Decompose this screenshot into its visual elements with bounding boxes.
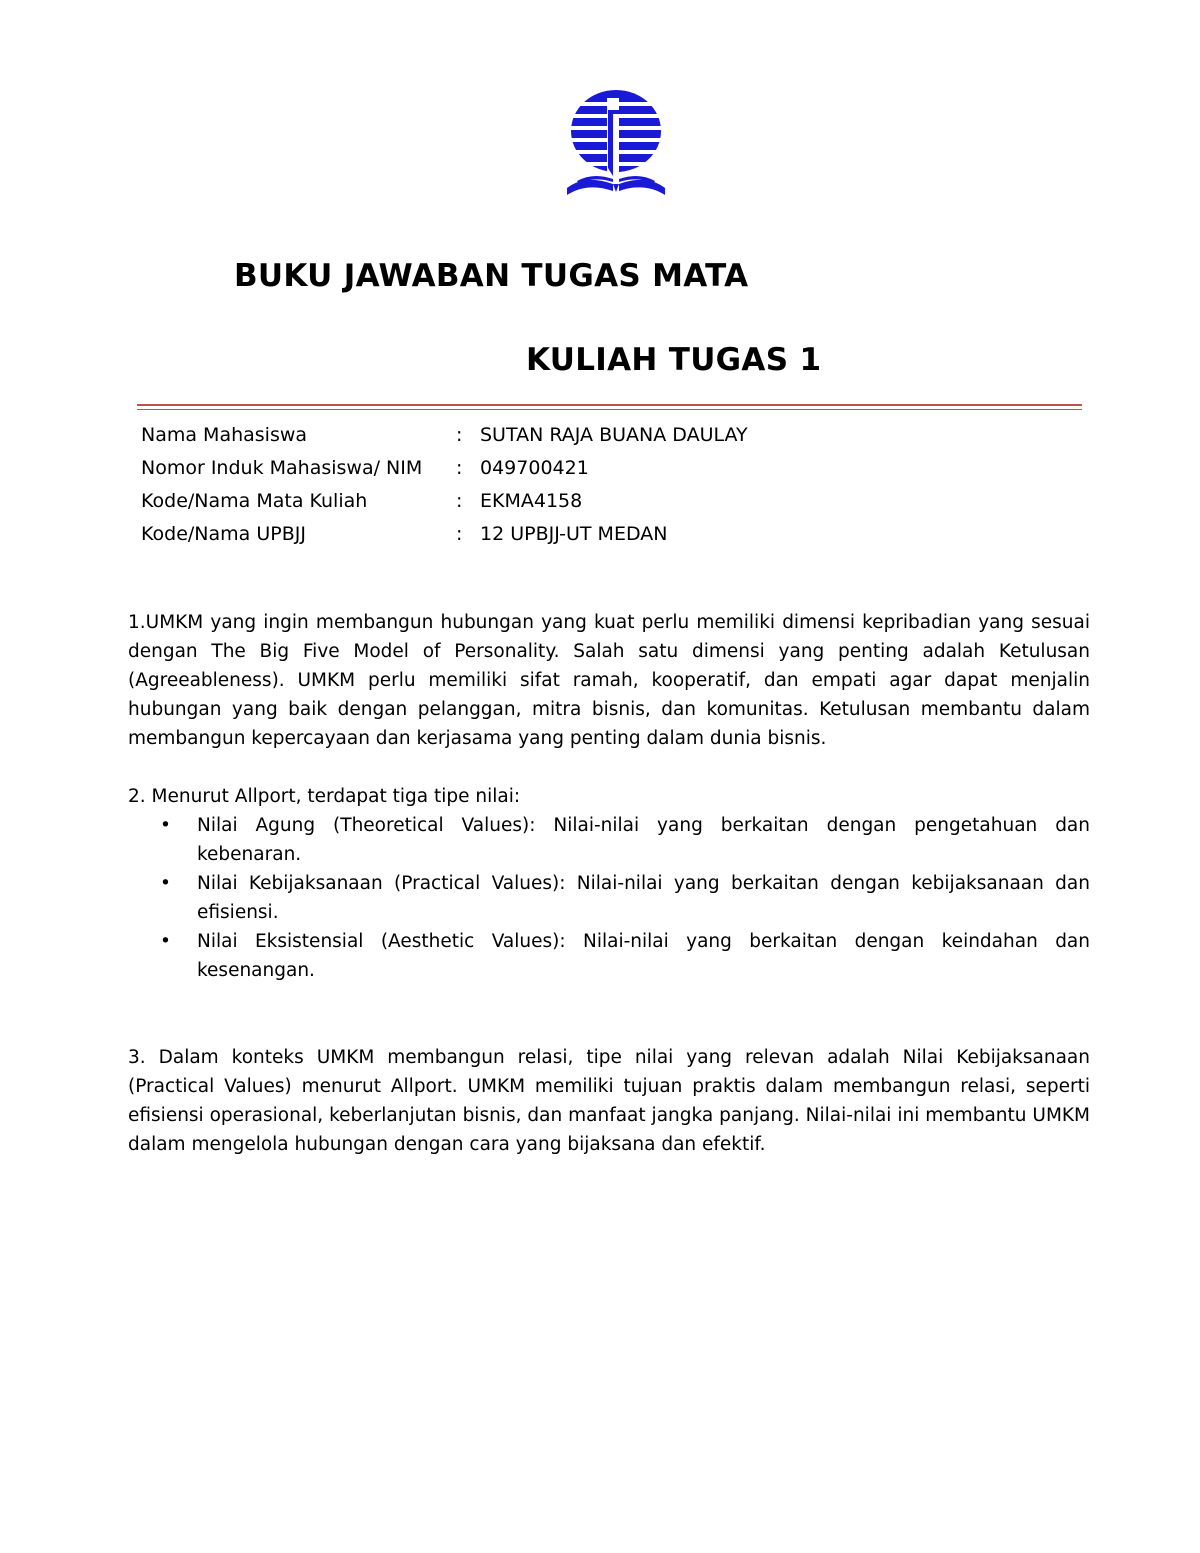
identity-value: EKMA4158 (480, 489, 583, 512)
identity-row-name (141, 418, 748, 451)
document-title-line2: KULIAH TUGAS 1 (526, 342, 822, 378)
identity-label: Kode/Nama UPBJJ (141, 522, 306, 545)
identity-separator: : (456, 489, 463, 512)
identity-row-nim (141, 451, 748, 484)
list-item: • Nilai Agung (Theoretical Values): Nilai-nilai yang berkaitan dengan pengetahuan dan kebenaran. (128, 811, 1090, 869)
identity-value: SUTAN RAJA BUANA DAULAY (480, 423, 748, 446)
answers-section (128, 608, 1090, 1159)
identity-label: Nama Mahasiswa (141, 423, 308, 446)
identity-separator: : (456, 423, 463, 446)
open-book-shape (567, 176, 665, 195)
list-item: • Nilai Eksistensial (Aesthetic Values): Nilai-nilai yang berkaitan dengan keindahan dan kesenangan. (128, 927, 1090, 985)
document-title-line1: BUKU JAWABAN TUGAS MATA (234, 258, 749, 294)
identity-separator: : (456, 456, 463, 479)
globe-shape (563, 88, 669, 178)
identity-value: 049700421 (480, 456, 589, 479)
answer-3: 3. Dalam konteks UMKM membangun relasi, tipe nilai yang relevan adalah Nilai Kebijaksanaan (Practical Values) menurut Allport. UMKM memiliki tujuan praktis dalam membangun relasi, seperti efisiensi operasional, keberlanjutan bisnis, dan manfaat jangka panjang. Nilai-nilai ini membantu UMKM dalam mengelola hubungan dengan cara yang bijaksana dan efektif. (128, 1047, 1090, 1155)
identity-row-upbjj (141, 517, 748, 550)
identity-label: Kode/Nama Mata Kuliah (141, 489, 368, 512)
title-divider (137, 404, 1082, 410)
answer-1: 1.UMKM yang ingin membangun hubungan yang kuat perlu memiliki dimensi kepribadian yang sesuai dengan The Big Five Model of Personality. Salah satu dimensi yang penting adalah Ketulusan (Agreeableness). UMKM perlu memiliki sifat ramah, kooperatif, dan empati agar dapat menjalin hubungan yang baik dengan pelanggan, mitra bisnis, dan komunitas. Ketulusan membantu dalam membangun kepercayaan dan kerjasama yang penting dalam dunia bisnis. (128, 612, 1090, 749)
identity-row-course (141, 484, 748, 517)
answer-2-intro: 2. Menurut Allport, terdapat tiga tipe nilai: (128, 786, 521, 807)
value-type-list (128, 811, 1090, 985)
open-book-globe-logo (563, 88, 669, 198)
list-item: • Nilai Kebijaksanaan (Practical Values): Nilai-nilai yang berkaitan dengan kebijaksanaan dan efisiensi. (128, 869, 1090, 927)
student-identity (141, 418, 748, 550)
identity-separator: : (456, 522, 463, 545)
identity-label: Nomor Induk Mahasiswa/ NIM (141, 456, 423, 479)
identity-value: 12 UPBJJ-UT MEDAN (480, 522, 668, 545)
